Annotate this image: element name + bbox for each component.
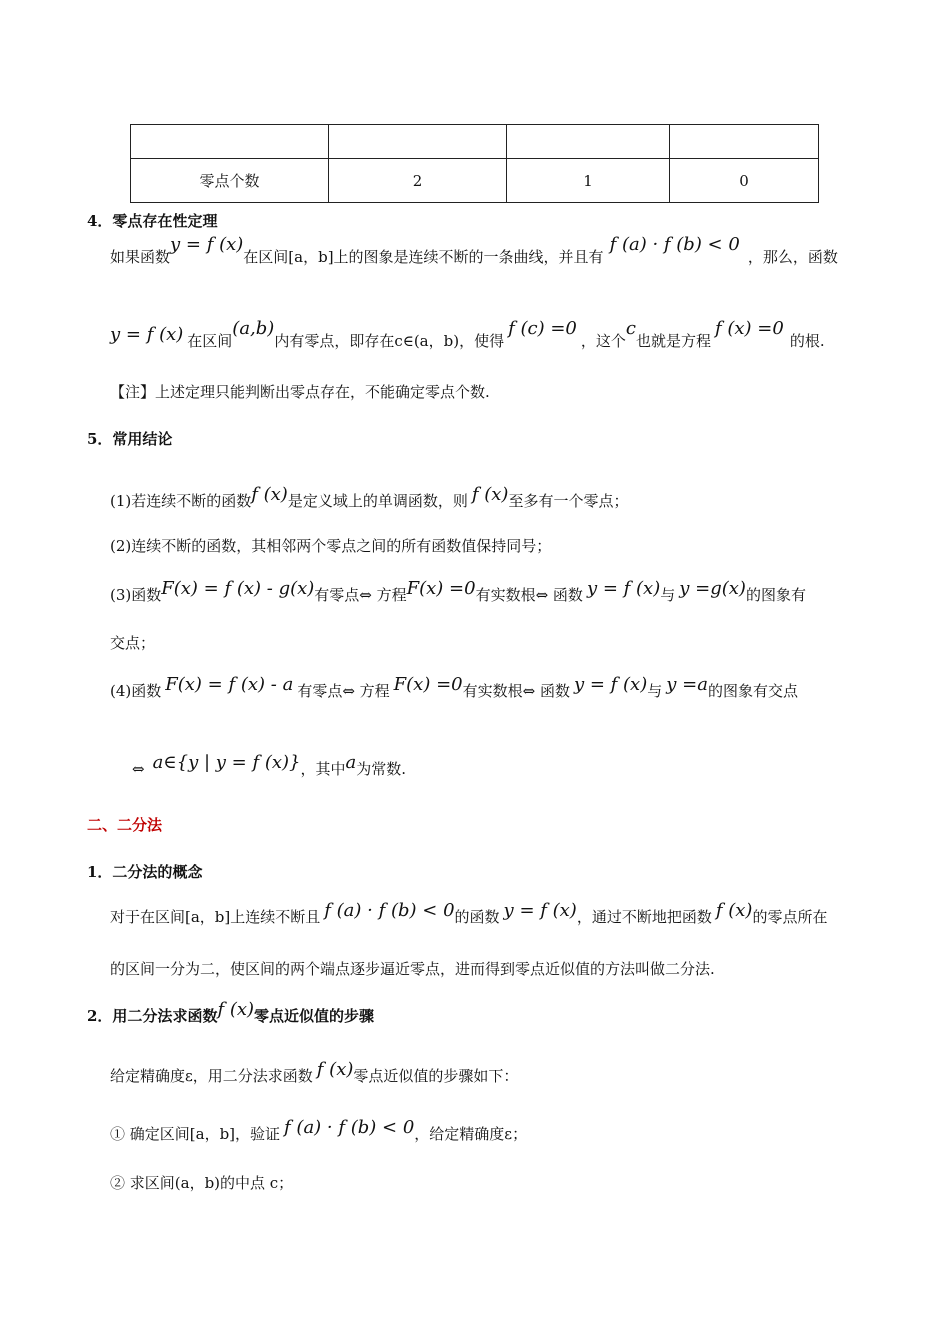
step-1 [110,1117,528,1145]
table-row [131,125,819,159]
formula: f (x) [251,484,288,505]
formula: y =a [666,674,708,695]
formula: f (a) · f (b) < 0 [324,900,455,921]
text: ，其中 [300,760,346,778]
section-heading: 1．二分法的概念 [87,863,203,881]
theorem-line-1 [110,234,838,268]
formula: f (x) =0 [714,318,784,339]
conclusion-4 [110,674,798,702]
text: 与 [660,586,676,604]
formula: c [625,318,636,339]
text: (1)若连续不断的函数 [110,492,252,510]
formula: a∈{y | y = f (x)} [152,752,301,773]
text: ，给定精确度ε； [414,1125,528,1143]
table-cell: 零点个数 [131,159,329,203]
formula: y = f (x) [586,578,661,599]
text: 有零点⇔ 方程 [314,586,407,604]
text: (4)函数 [110,682,162,700]
text: 的图象有 [745,586,806,604]
section-heading: 4．零点存在性定理 [87,212,218,230]
formula: f (x) [715,900,753,921]
text: 内有零点，即存在c∈(a，b)，使得 [274,332,505,350]
formula: y = f (x) [573,674,648,695]
steps-intro [110,1059,519,1087]
text: 零点近似值的步骤如下： [353,1067,519,1085]
conclusion-4-cont [132,752,407,780]
table-cell [131,125,329,159]
text: 至多有一个零点； [508,492,629,510]
text: 与 [647,682,663,700]
zero-count-table [130,124,819,203]
formula: F(x) =0 [393,674,463,695]
text: 有实数根⇔ 函数 [475,586,583,604]
text: 在区间[a，b]上的图象是连续不断的一条曲线，并且有 [243,248,604,266]
text: 的图象有交点 [707,682,798,700]
text: ，通过不断地把函数 [576,908,712,926]
formula: f (x) [471,484,509,505]
text: 为常数. [356,760,407,778]
theorem-line-2 [110,318,825,352]
formula: a [345,752,357,773]
formula: F(x) =0 [406,578,476,599]
conclusion-2: (2)连续不断的函数，其相邻两个零点之间的所有函数值保持同号； [110,537,552,555]
text: (3)函数 [110,586,162,604]
formula: y = f (x) [170,234,244,255]
table-row [131,159,819,203]
formula: F(x) = f (x) - a [165,674,294,695]
text: 零点近似值的步骤 [254,1007,375,1025]
table-cell [329,125,507,159]
formula: f (c) =0 [508,318,577,339]
formula: y = f (x) [503,900,577,921]
text: 也就是方程 [635,332,711,350]
text: 是定义域上的单调函数，则 [287,492,468,510]
formula: f (x) [217,999,255,1020]
conclusion-1 [110,484,629,512]
formula: y = f (x) [110,324,184,345]
bisection-def-line-1 [110,900,828,928]
formula: F(x) = f (x) - g(x) [161,578,315,599]
bisection-def-line-2: 的区间一分为二，使区间的两个端点逐步逼近零点，进而得到零点近似值的方法叫做二分法. [110,960,715,978]
text: 有零点⇔ 方程 [297,682,390,700]
text: ① 确定区间[a，b]，验证 [110,1125,281,1143]
text: 2．用二分法求函数 [87,1007,218,1025]
formula: f (a) · f (b) < 0 [609,234,740,255]
conclusion-3-cont: 交点； [110,634,156,652]
table-cell [507,125,670,159]
text: 如果函数 [110,248,171,266]
table-cell: 1 [507,159,670,203]
text: 在区间 [187,332,233,350]
table-cell: 0 [670,159,819,203]
note: 【注】上述定理只能判断出零点存在，不能确定零点个数. [110,383,490,401]
formula: (a,b) [232,318,275,339]
text: ，那么，函数 [747,248,838,266]
text: ，这个 [580,332,626,350]
equivalence-symbol: ⇔ [132,760,145,778]
step-2: ② 求区间(a，b)的中点 c； [110,1174,294,1192]
section-heading: 5．常用结论 [87,430,173,448]
text: 的函数 [454,908,500,926]
part-heading: 二、二分法 [87,816,163,834]
section-heading [87,999,375,1027]
text: 的根. [789,332,825,350]
table-cell [670,125,819,159]
conclusion-3 [110,578,806,606]
text: 有实数根⇔ 函数 [462,682,570,700]
text: 的零点所在 [752,908,828,926]
formula: f (x) [316,1059,354,1080]
formula: y =g(x) [679,578,746,599]
table-cell: 2 [329,159,507,203]
formula: f (a) · f (b) < 0 [284,1117,415,1138]
text: 对于在区间[a，b]上连续不断且 [110,908,321,926]
text: 给定精确度ε，用二分法求函数 [110,1067,313,1085]
